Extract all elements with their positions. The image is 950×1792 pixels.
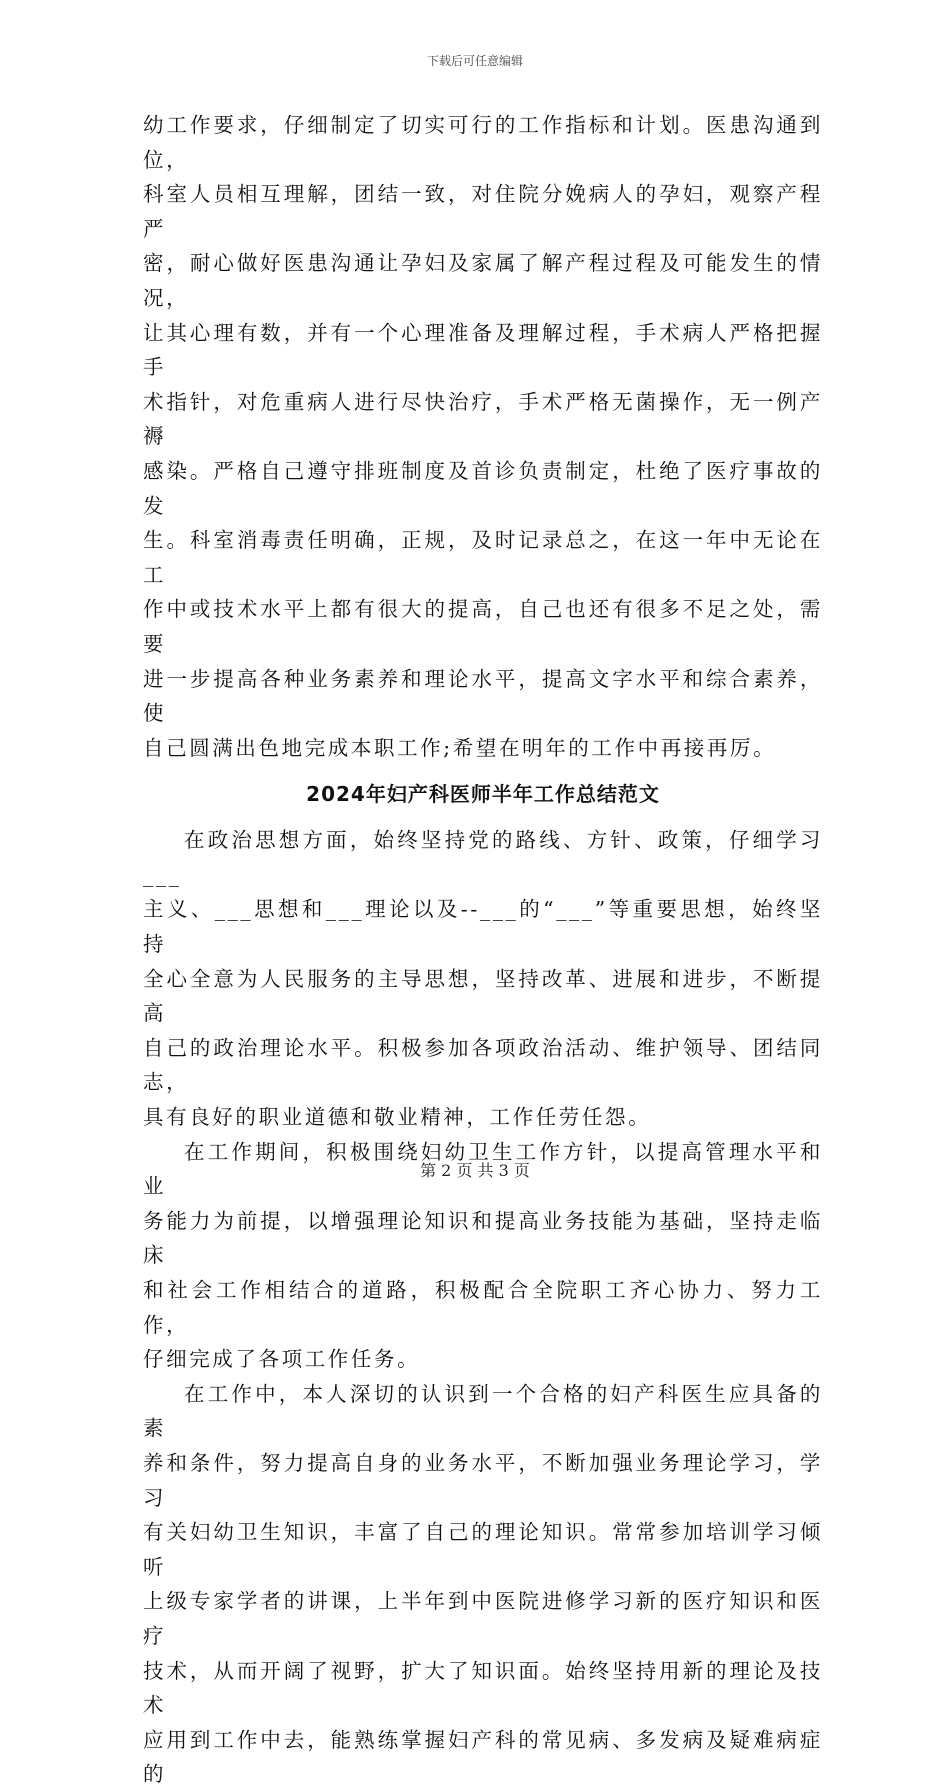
page-header: 下载后可任意编辑	[426, 54, 523, 68]
paragraph-political-thought: 在政治思想方面，始终坚持党的路线、方针、政策，仔细学习___ 主义、___思想和___理论以及--___的“___”等重要思想，始终坚持 全心全意为人民服务的主导思想，坚持改革、进展和进步，不断提高 自己的政治理论水平。积极参加各项政治活动、维护领导、团结同志， 具有良好的职业道德和敬业精神，工作任劳任怨。	[143, 828, 823, 1130]
document-body	[143, 108, 823, 1792]
paragraph-at-work: 在工作中，本人深切的认识到一个合格的妇产科医生应具备的素 养和条件，努力提高自身的业务水平，不断加强业务理论学习，学习 有关妇幼卫生知识，丰富了自己的理论知识。常常参加培训学习倾听 上级专家学者的讲课，上半年到中医院进修学习新的医疗知识和医疗 技术，从而开阔了视野，扩大了知识面。始终坚持用新的理论及技术 应用到工作中去，能熟练掌握妇产科的常见病、多发病及疑难病症的	[143, 1381, 823, 1787]
section-title: 2024年妇产科医师半年工作总结范文	[306, 782, 660, 807]
page-number-footer: 第 2 页 共 3 页	[420, 1161, 530, 1180]
paragraph-work-period: 在工作期间，积极围绕妇幼卫生工作方针，以提高管理水平和业 务能力为前提，以增强理论知识和提高业务技能为基础，坚持走临床 和社会工作相结合的道路，积极配合全院职工齐心协力、努力工作， 仔细完成了各项工作任务。	[143, 1139, 823, 1372]
continuation-paragraph: 幼工作要求，仔细制定了切实可行的工作指标和计划。医患沟通到位， 科室人员相互理解，团结一致，对住院分娩病人的孕妇，观察产程严 密，耐心做好医患沟通让孕妇及家属了解产程过程及可能发生的情况， 让其心理有数，并有一个心理准备及理解过程，手术病人严格把握手 术指针，对危重病人进行尽快治疗，手术严格无菌操作，无一例产褥 感染。严格自己遵守排班制度及首诊负责制定，杜绝了医疗事故的发 生。科室消毒责任明确，正规，及时记录总之，在这一年中无论在工 作中或技术水平上都有很大的提高，自己也还有很多不足之处，需要 进一步提高各种业务素养和理论水平，提高文字水平和综合素养，使 自己圆满出色地完成本职工作;希望在明年的工作中再接再厉。	[143, 113, 823, 760]
